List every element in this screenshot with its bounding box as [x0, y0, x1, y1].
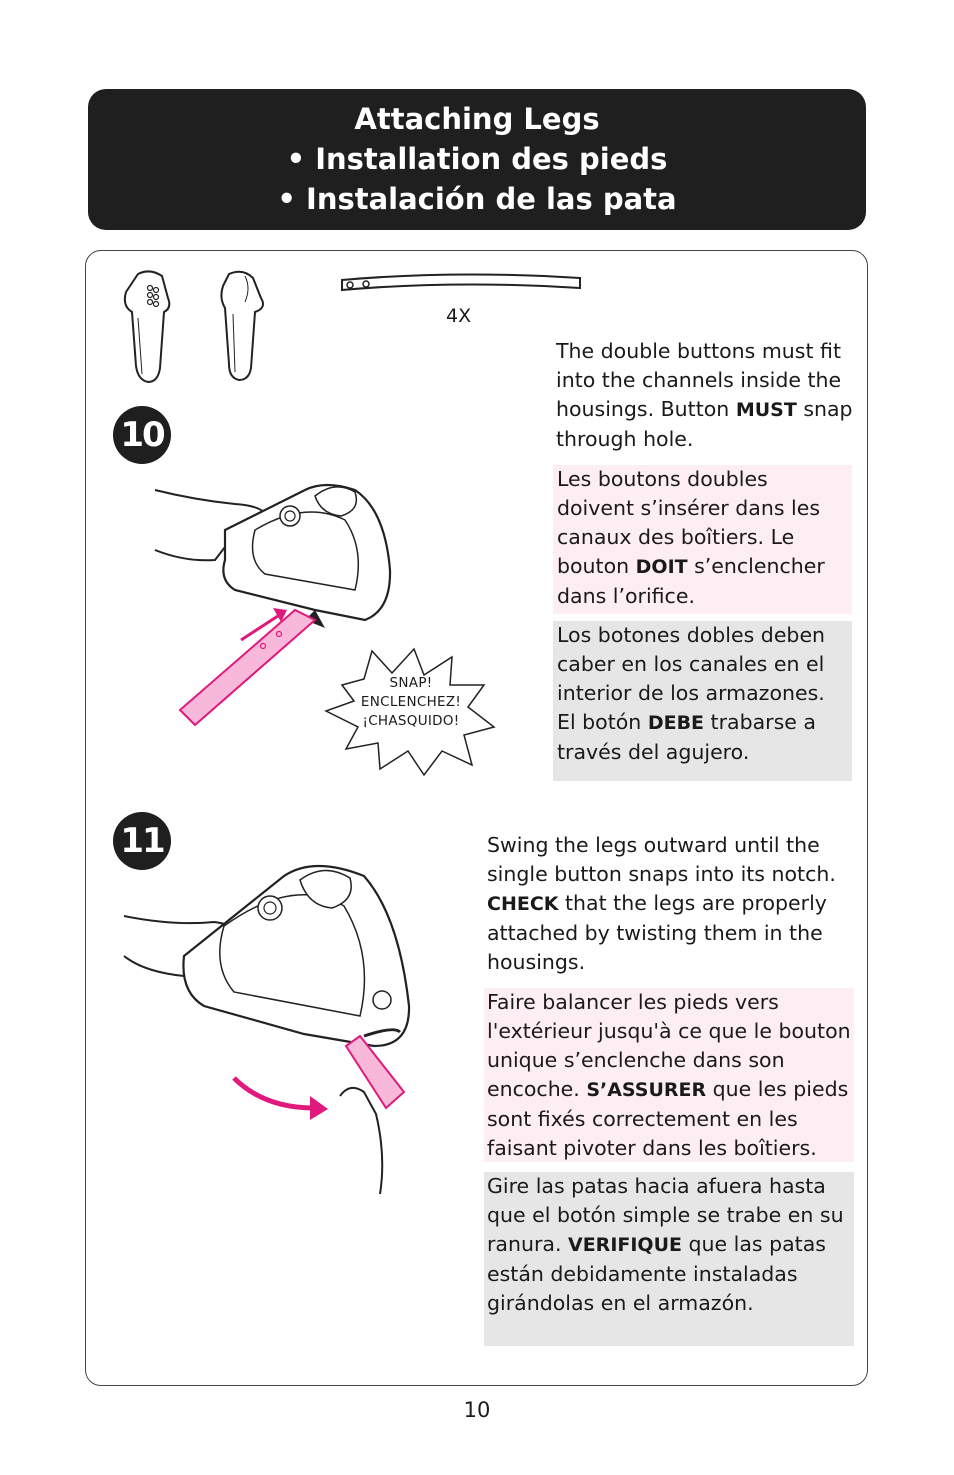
step-number-badge: 11	[113, 812, 171, 870]
text-part: Faire balancer les pieds vers l'extérieur jusqu'à ce que le bouton unique s’enclenche dans son encoche.	[487, 990, 851, 1101]
text-part: trabarse a través del agujero.	[557, 710, 816, 764]
snap-fr: ENCLENCHEZ!	[360, 694, 462, 710]
text-part: s’enclencher dans l’orifice.	[557, 554, 825, 608]
leg-tube-part-illustration	[336, 268, 586, 298]
step11-english-text	[487, 831, 847, 977]
housing-part-right-illustration	[215, 268, 275, 388]
step11-spanish-text	[484, 1172, 854, 1346]
text-part: snap through hole.	[556, 397, 853, 451]
title-english: Attaching Legs	[354, 102, 600, 136]
emphasis: DEBE	[647, 712, 705, 734]
snap-en: SNAP!	[389, 675, 433, 691]
housing-part-left-illustration	[120, 268, 180, 388]
step10-english-text	[556, 337, 856, 454]
emphasis: MUST	[735, 399, 797, 421]
emphasis: DOIT	[635, 556, 688, 578]
text-part: Los botones dobles deben caber en los canales en el interior de los armazones. El botón	[557, 623, 826, 734]
emphasis: VERIFIQUE	[568, 1234, 682, 1256]
text-part: Les boutons doubles doivent s’insérer dans les canaux des boîtiers. Le bouton	[557, 467, 821, 578]
snap-es: ¡CHASQUIDO!	[362, 713, 460, 729]
step11-french-text	[484, 988, 854, 1162]
page-number: 10	[463, 1398, 491, 1422]
emphasis: CHECK	[487, 893, 559, 915]
text-part: que les pieds sont fixés correctement en les faisant pivoter dans les boîtiers.	[487, 1077, 849, 1160]
step11-assembly-illustration	[124, 856, 424, 1196]
text-part: Swing the legs outward until the single button snaps into its notch.	[487, 833, 836, 886]
text-part: The double buttons must fit into the channels inside the housings. Button	[556, 339, 842, 421]
text-part: Gire las patas hacia afuera hasta que el botón simple se trabe en su ranura.	[487, 1174, 844, 1256]
parts-quantity: 4X	[446, 305, 472, 327]
emphasis: S’ASSURER	[586, 1079, 707, 1101]
text-part: que las patas están debidamente instaladas girándolas en el armazón.	[487, 1232, 826, 1315]
title-spanish: • Instalación de las pata	[277, 182, 677, 216]
snap-sound-label	[341, 674, 481, 731]
text-part: that the legs are properly attached by twisting them in the housings.	[487, 891, 827, 974]
title-french: • Installation des pieds	[286, 142, 668, 176]
step10-spanish-text	[553, 621, 852, 781]
section-header	[88, 89, 866, 230]
step10-french-text	[553, 465, 852, 614]
step-number-badge: 10	[113, 406, 171, 464]
